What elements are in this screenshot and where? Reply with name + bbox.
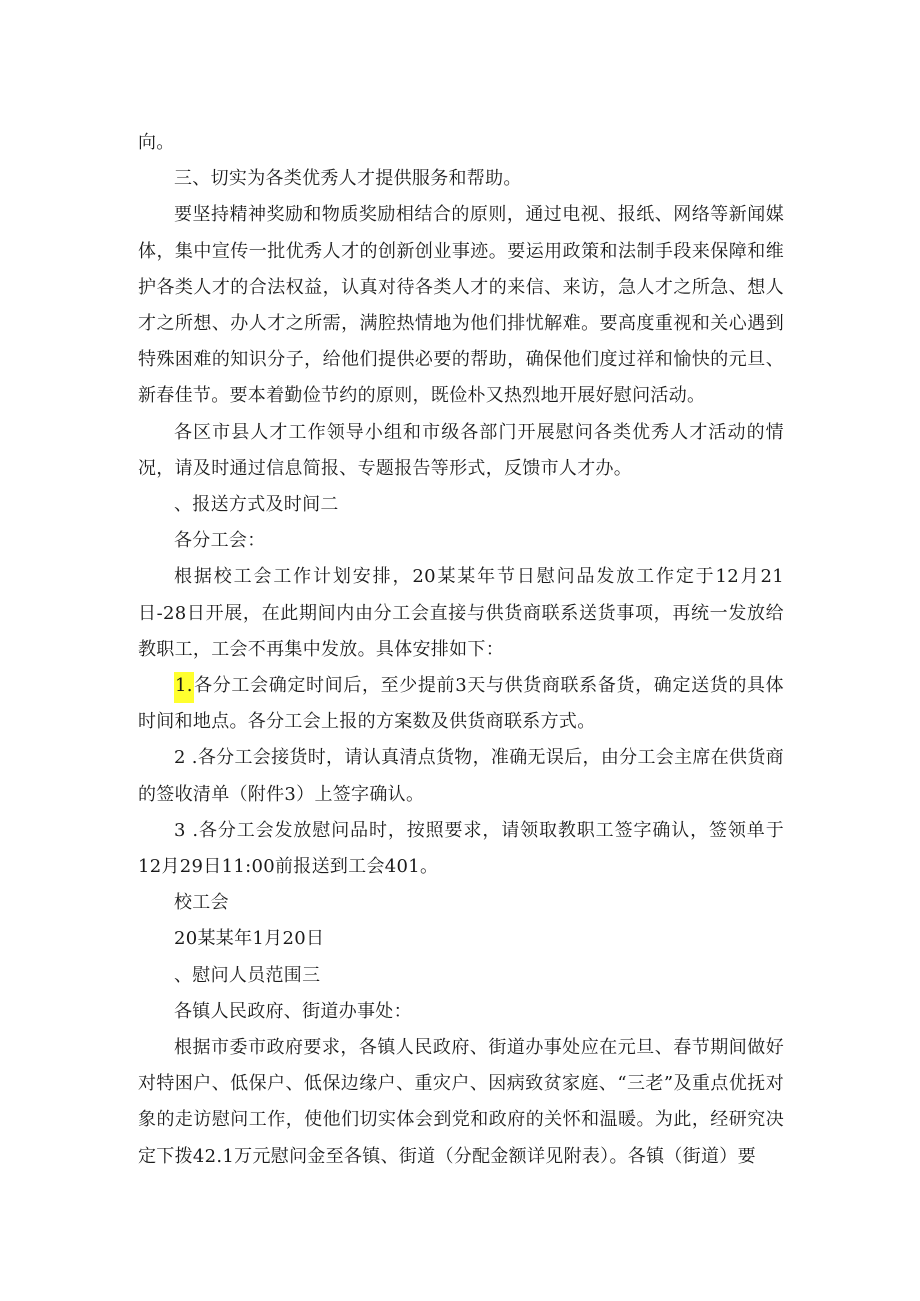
- paragraph-continuation: 向。: [138, 132, 175, 153]
- signature-school-union: 校工会: [174, 892, 229, 914]
- list-item-1-text: 各分工会确定时间后，至少提前3天与供货商联系备货，确定送货的具体时间和地点。各分工会上报的方案数及供货商联系方式。: [138, 675, 784, 733]
- section-heading-scope: 、慰问人员范围三: [174, 964, 321, 986]
- paragraph-distribution-plan: 根据校工会工作计划安排，20某某年节日慰问品发放工作定于12月21日-28日开展，在此期间内由分工会直接与供货商联系送货事项，再统一发放给教职工，工会不再集中发放。具体安排如下：: [138, 566, 784, 660]
- salutation-branch-unions: 各分工会：: [174, 530, 266, 552]
- document-body: [138, 125, 784, 1175]
- paragraph-feedback: 各区市县人才工作领导小组和市级各部门开展慰问各类优秀人才活动的情况，请及时通过信息简报、专题报告等形式，反馈市人才办。: [138, 421, 784, 479]
- paragraph-talent-support: 要坚持精神奖励和物质奖励相结合的原则，通过电视、报纸、网络等新闻媒体，集中宣传一批优秀人才的创新创业事迹。要运用政策和法制手段来保障和维护各类人才的合法权益，认真对待各类人才的来信、来访，急人才之所急、想人才之所想、办人才之所需，满腔热情地为他们排忧解难。要高度重视和关心遇到特殊困难的知识分子，给他们提供必要的帮助，确保他们度过祥和愉快的元旦、新春佳节。要本着勤俭节约的原则，既俭朴又热烈地开展好慰问活动。: [138, 204, 784, 407]
- section-heading-three: 三、切实为各类优秀人才提供服务和帮助。: [174, 168, 522, 190]
- list-marker-highlighted: 1.: [174, 672, 194, 703]
- list-item-3: 3 .各分工会发放慰问品时，按照要求，请领取教职工签字确认，签领单于12月29日11:00前报送到工会401。: [138, 819, 784, 878]
- salutation-town-governments: 各镇人民政府、街道办事处：: [174, 1000, 412, 1022]
- list-item-1: [138, 668, 784, 740]
- signature-date: 20某某年1月20日: [174, 928, 325, 950]
- list-item-2: 2 .各分工会接货时，请认真清点货物，准确无误后，由分工会主席在供货商的签收清单（附件3）上签字确认。: [138, 747, 784, 805]
- paragraph-condolence-funds: 根据市委市政府要求，各镇人民政府、街道办事处应在元旦、春节期间做好对特困户、低保户、低保边缘户、重灾户、因病致贫家庭、“三老”及重点优抚对象的走访慰问工作，使他们切实体会到党和政府的关怀和温暖。为此，经研究决定下拨42.1万元慰问金至各镇、街道（分配金额详见附表）。各镇（街道）要: [138, 1037, 784, 1167]
- section-heading-submission: 、报送方式及时间二: [174, 494, 339, 516]
